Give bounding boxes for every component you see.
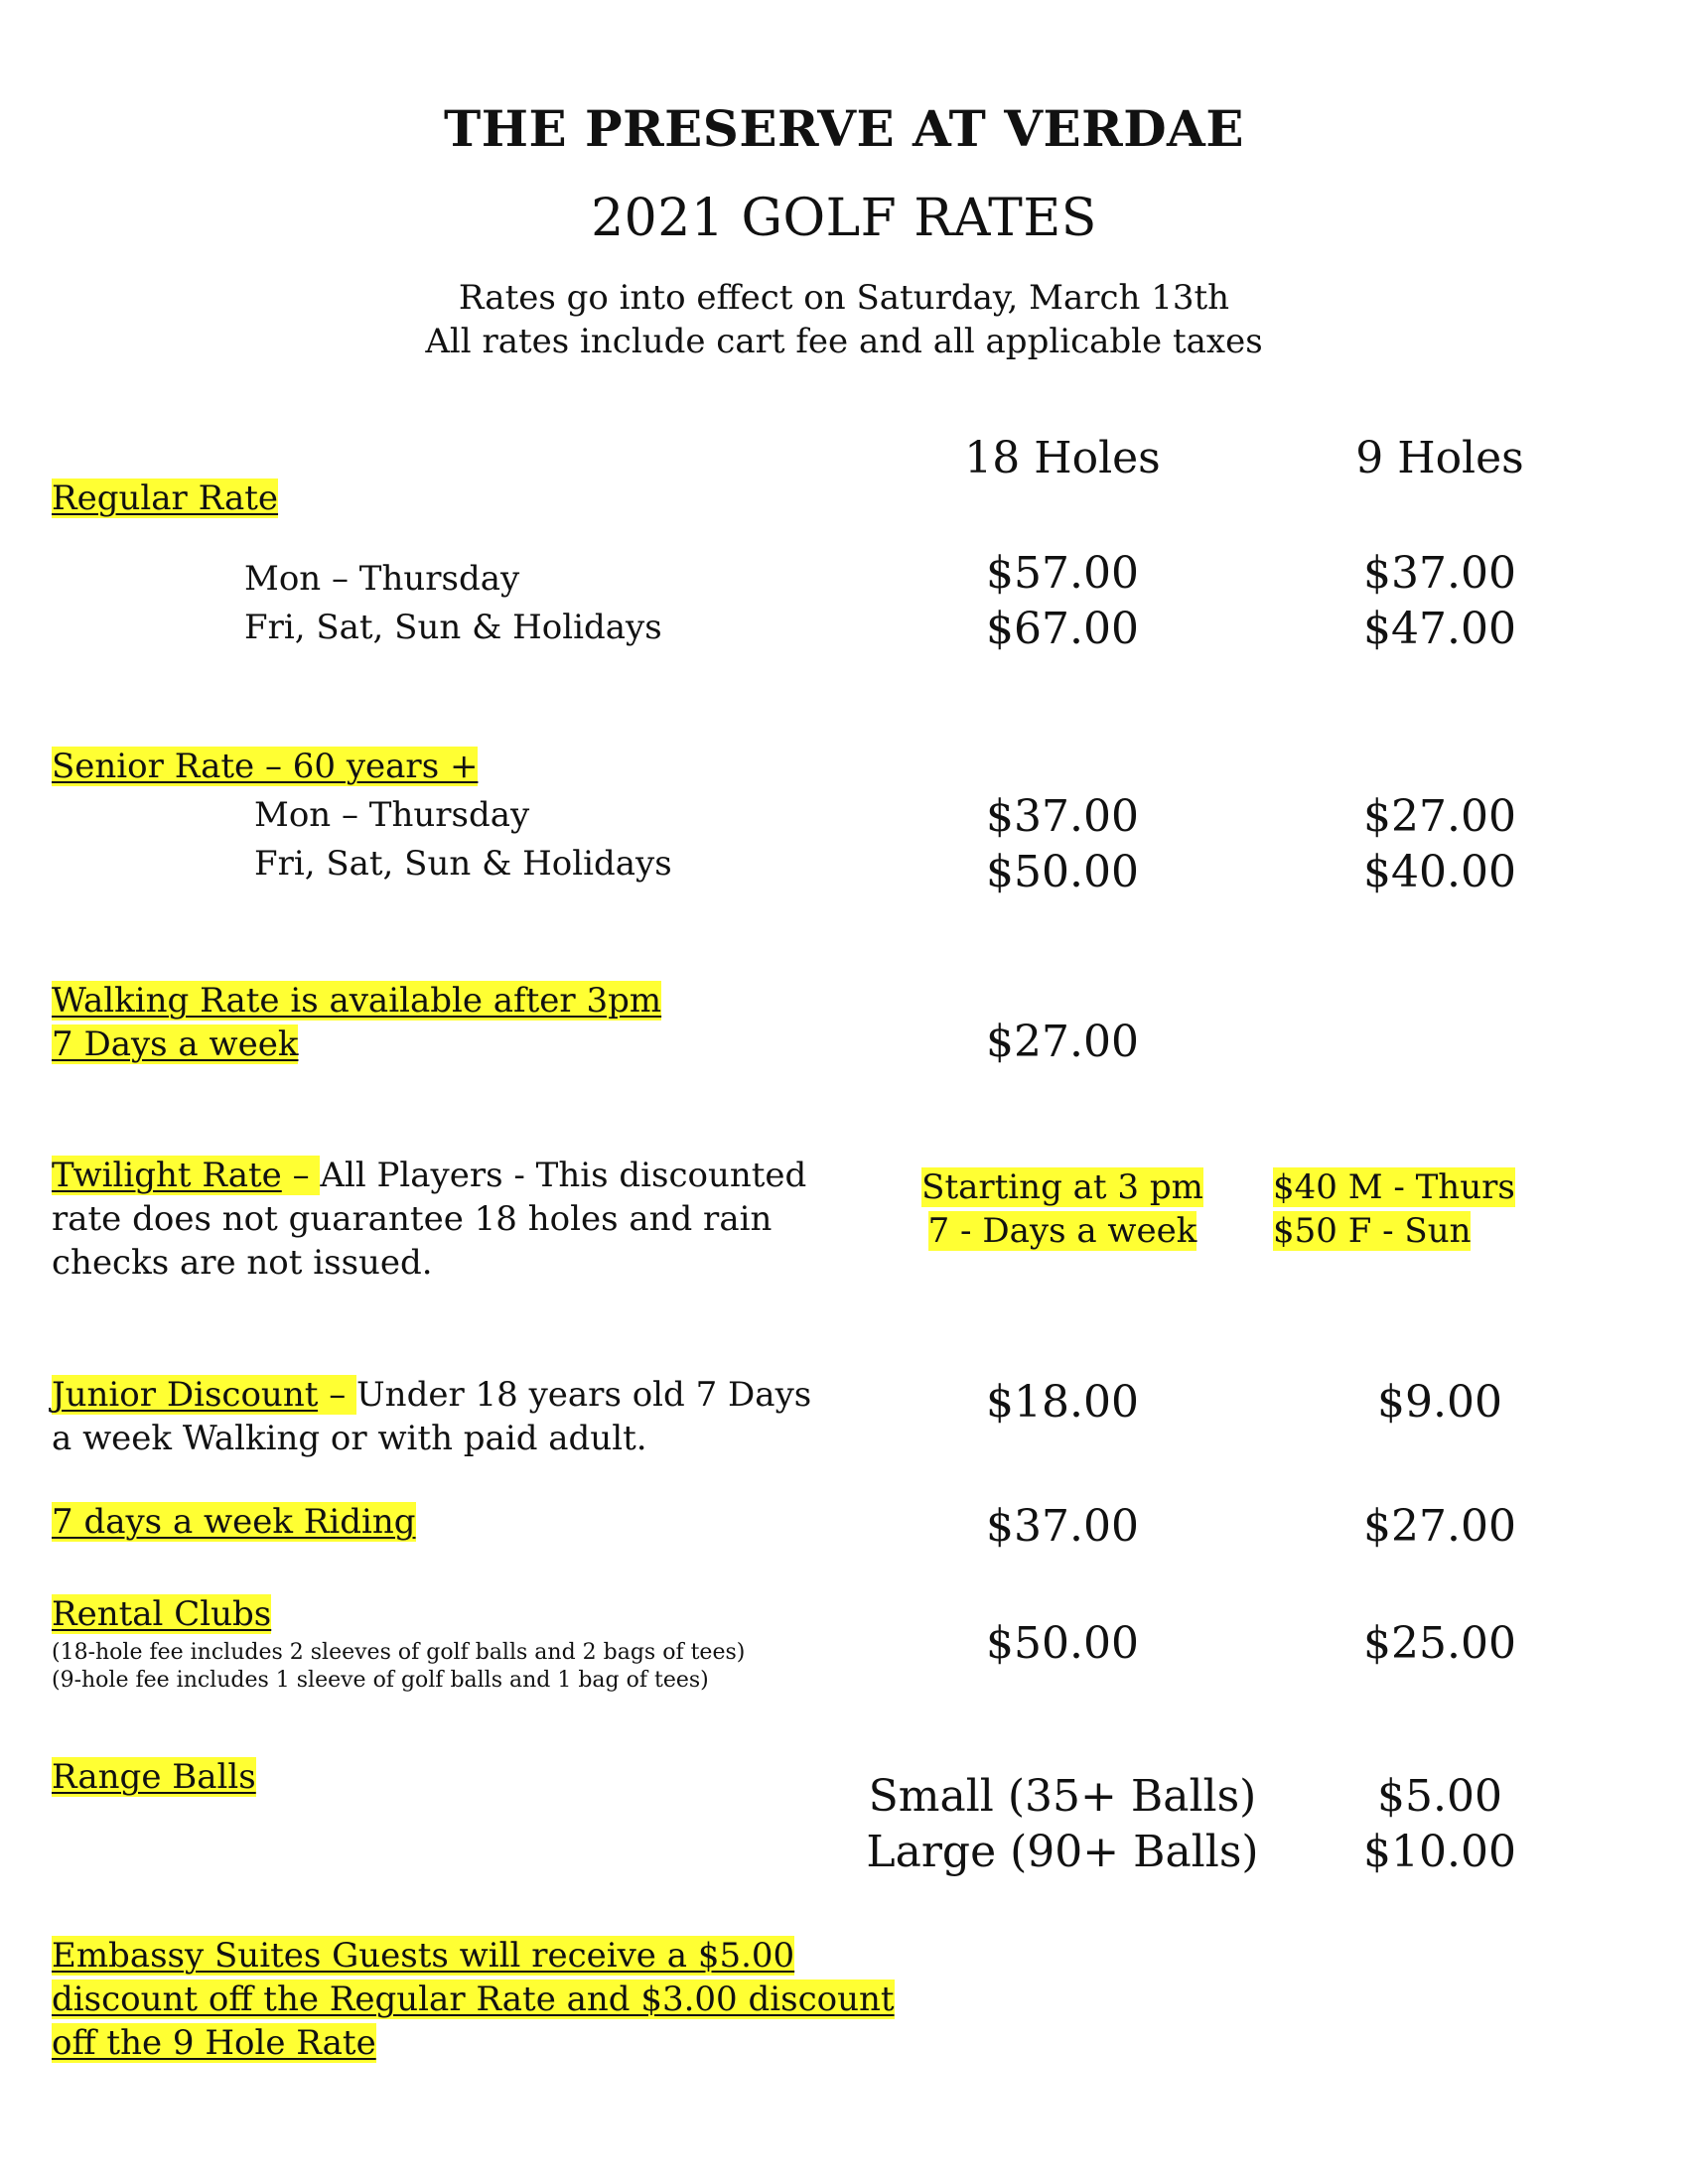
embassy-note-line1: Embassy Suites Guests will receive a $5.00 [52, 1936, 795, 1976]
walking-rate-label: Walking Rate is available after 3pm [52, 981, 662, 1021]
column-header-9-holes: 9 Holes [1355, 433, 1524, 483]
range-balls-label: Range Balls [52, 1757, 256, 1797]
range-small-label: Small (35+ Balls) [868, 1771, 1257, 1822]
riding-18-price: $37.00 [986, 1501, 1139, 1552]
twilight-weekday-price: $40 M - Thurs [1273, 1167, 1515, 1207]
twilight-rate-text: Twilight Rate – All Players - This discounted rate does not guarantee 18 holes and rain checks are not issued. [52, 1156, 807, 1283]
twilight-start-time: Starting at 3 pm [921, 1167, 1203, 1207]
senior-weekday-label: Mon – Thursday [254, 795, 530, 835]
junior-9-price: $9.00 [1377, 1377, 1502, 1428]
range-large-label: Large (90+ Balls) [866, 1827, 1259, 1877]
senior-weekday-9-price: $27.00 [1363, 791, 1516, 842]
regular-weekday-18-price: $57.00 [986, 548, 1139, 599]
column-header-18-holes: 18 Holes [964, 433, 1161, 483]
junior-discount-text: Junior Discount – Under 18 years old 7 Days a week Walking or with paid adult. [52, 1375, 812, 1458]
rental-clubs-label: Rental Clubs [52, 1594, 272, 1634]
page-title: THE PRESERVE AT VERDAE [444, 99, 1244, 158]
range-large-price: $10.00 [1363, 1827, 1516, 1877]
senior-weekend-9-price: $40.00 [1363, 847, 1516, 897]
rental-note-18: (18-hole fee includes 2 sleeves of golf balls and 2 bags of tees) [52, 1640, 746, 1665]
senior-weekend-18-price: $50.00 [986, 847, 1139, 897]
walking-rate-days: 7 Days a week [52, 1024, 299, 1064]
riding-label: 7 days a week Riding [52, 1502, 416, 1542]
senior-weekday-18-price: $37.00 [986, 791, 1139, 842]
junior-18-price: $18.00 [986, 1377, 1139, 1428]
riding-9-price: $27.00 [1363, 1501, 1516, 1552]
page-subtitle: 2021 GOLF RATES [591, 189, 1097, 248]
rental-18-price: $50.00 [986, 1618, 1139, 1669]
range-small-price: $5.00 [1377, 1771, 1502, 1822]
twilight-days: 7 - Days a week [927, 1211, 1197, 1251]
walking-18-price: $27.00 [986, 1017, 1139, 1067]
regular-weekday-9-price: $37.00 [1363, 548, 1516, 599]
twilight-weekend-price: $50 F - Sun [1273, 1211, 1472, 1251]
effective-date: Rates go into effect on Saturday, March 13th [458, 278, 1230, 318]
rates-includes: All rates include cart fee and all applicable taxes [425, 322, 1263, 361]
regular-weekend-18-price: $67.00 [986, 604, 1139, 654]
senior-weekend-label: Fri, Sat, Sun & Holidays [254, 844, 672, 884]
rental-9-price: $25.00 [1363, 1618, 1516, 1669]
rental-note-9: (9-hole fee includes 1 sleeve of golf balls and 1 bag of tees) [52, 1668, 709, 1693]
regular-rate-label: Regular Rate [52, 478, 279, 518]
regular-weekend-9-price: $47.00 [1363, 604, 1516, 654]
regular-weekday-label: Mon – Thursday [244, 559, 520, 599]
senior-rate-label: Senior Rate – 60 years + [52, 747, 479, 786]
regular-weekend-label: Fri, Sat, Sun & Holidays [244, 608, 662, 647]
embassy-note-line2: discount off the Regular Rate and $3.00 discount [52, 1979, 895, 2019]
embassy-note-line3: off the 9 Hole Rate [52, 2023, 376, 2063]
